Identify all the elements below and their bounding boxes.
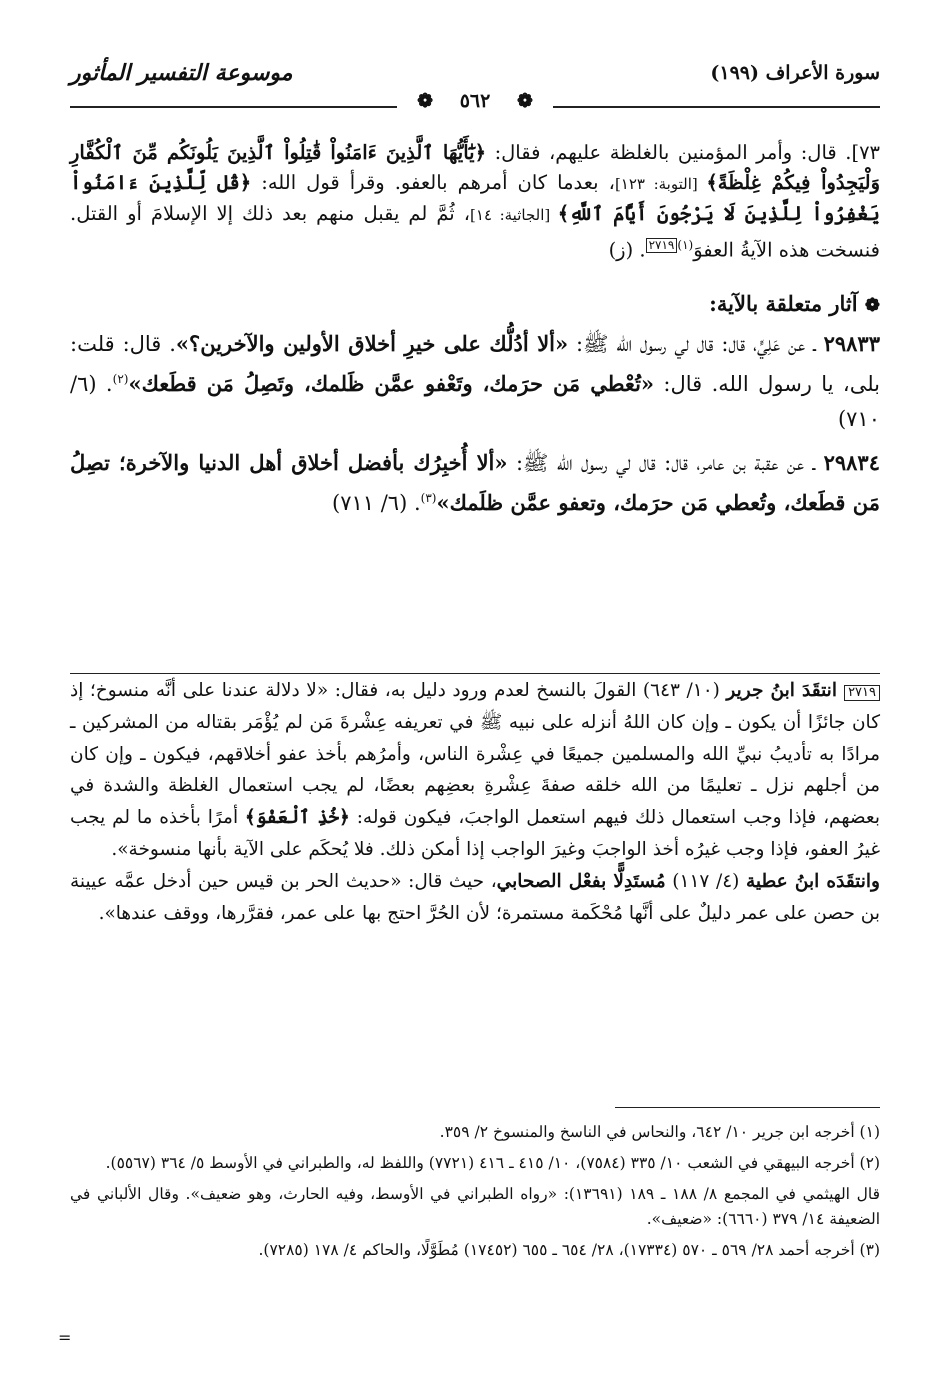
text: ، بعدما كان أمرهم بالعفو. وقرأ قول الله: xyxy=(251,170,615,194)
quran-verse: ﴿خُذِ ٱلْعَفْوَ﴾ xyxy=(244,807,350,829)
commentary-paragraph xyxy=(70,675,880,866)
text: ـ عن عقبة بن عامر، قال: قال لي رسول الله ﷺ: xyxy=(507,451,824,475)
footnote-ref[interactable]: (٢) xyxy=(112,372,129,386)
quran-verse: ﴿قُل لِّلَّذِينَ ءَامَنُواْ يَغْفِرُواْ لِلَّذِينَ لَا يَرْجُونَ أَيَّامَ ٱللَّهِ﴾ xyxy=(70,170,880,225)
footnote-2-grading: قال الهيثمي في المجمع ٨/ ١٨٨ ـ ١٨٩ (١٣٦٩١): «رواه الطبراني في الأوسط، وفيه الحارث، وهو ضعيف». وقال الألباني في الضعيفة ١٤/ ٣٧٩ (٦٦٦٠): «ضعيف». xyxy=(70,1185,881,1228)
surah-title: سورة الأعراف (١٩٩) xyxy=(710,62,880,84)
text: ـ عن عَلِيٍّ، قال: قال لي رسول الله ﷺ: xyxy=(568,332,824,356)
footnotes xyxy=(70,1120,880,1269)
quran-verse: ﴿يَٰٓأَيُّهَا ٱلَّذِينَ ءَامَنُواْ قَٰتِلُواْ ٱلَّذِينَ يَلُونَكُم مِّنَ ٱلْكُفَّارِ وَلْيَجِدُواْ فِيكُمْ غِلْظَةً﴾ xyxy=(70,141,880,194)
continued-number: ٧٣]. xyxy=(836,141,881,164)
commentary-section xyxy=(70,675,880,929)
text: قال: وأمر المؤمنين بالغلظة عليهم، فقال: xyxy=(486,141,837,164)
footnote-1: (١) أخرجه ابن جرير ١٠/ ٦٤٢، والنحاس في الناسخ والمنسوخ ٢/ ٣٥٩. xyxy=(439,1123,880,1141)
verse-reference: [الجاثية: ١٤] xyxy=(470,206,558,224)
hadith-entry xyxy=(70,326,880,437)
footnote-3: (٣) أخرجه أحمد ٢٨/ ٥٦٩ ـ ٥٧٠ (١٧٣٣٤)، ٢٨/ ٦٥٤ ـ ٦٥٥ (١٧٤٥٢) مُطَوَّلًا، والحاكم ٤/ ١٧٨ (٧٢٨٥). xyxy=(258,1241,880,1259)
text: . قال: قلت: بلى، يا رسول الله. قال: xyxy=(70,332,881,396)
volume-reference: . (٦/ ٧١٠) xyxy=(70,372,880,431)
book-title: موسوعة التفسير المأثور xyxy=(70,60,293,86)
hadith-number: ٢٩٨٣٣ xyxy=(823,331,880,356)
hadith-text: «ألا أدُلُّك على خيرِ أخلاق الأولين والآخرين؟» xyxy=(175,331,569,356)
hadith-number: ٢٩٨٣٤ xyxy=(823,450,880,475)
commentary-paragraph xyxy=(70,866,880,930)
footnote-2: (٢) أخرجه البيهقي في الشعب ١٠/ ٣٣٥ (٧٥٨٤)، ١٠/ ٤١٥ ـ ٤١٦ (٧٧٢١) واللفظ له، والطبراني في الأوسط ٥/ ٣٦٤ (٥٥٦٧). xyxy=(105,1154,880,1172)
page-number: ٥٦٢ xyxy=(450,90,501,112)
scholar-name: انتقَدَ ابنُ جرير xyxy=(726,680,845,701)
tafsir-paragraph xyxy=(70,138,880,265)
commentary-divider xyxy=(70,673,880,674)
hadith-entry xyxy=(70,445,880,521)
text: (٤/ ١١٧) xyxy=(665,870,746,892)
commentary-number-box: ٢٧١٩ xyxy=(844,685,880,701)
ornament-icon: ❁ xyxy=(407,90,443,112)
hadith-text: «تُعْطي مَن حرَمك، وتَعْفو عمَّن ظَلمك، وتَصِلُ مَن قطَعك» xyxy=(128,371,655,396)
scholar-name: وانتقَدَه ابنُ عطية xyxy=(745,870,880,892)
continuation-mark: = xyxy=(58,1328,72,1347)
section-heading xyxy=(70,289,880,321)
argument-phrase: مُستَدِلًّا بفعْل الصحابي xyxy=(496,870,666,892)
footnote-rule xyxy=(615,1107,880,1108)
volume-reference: . (٦/ ٧١١) xyxy=(331,491,421,515)
text: (١٠/ ٦٤٣) القولَ بالنسخ لعدم ورود دليل به، فقال: «لا دلالة عندنا على أنَّه منسوخ؛ إذ كان جائزًا أن يكون ـ وإن كان اللهُ أنزله على نبيه ﷺ في تعريفه عِشْرةَ مَن لم يُؤْمَر بقتاله من المشركين ـ مرادًا به تأديبُ نبيِّ الله والمسلمين جميعًا في عِشْرة الناس، وأمرُهم بأخذ عفو أخلاقهم، فيكون ـ وإن كان من أجلهم نزل ـ تعليمًا من الله خلقه صفةَ عِشْرةِ بعضِهم بعضًا، لم يجب استعمال الغلظة والشدة في بعضهم، فإذا وجب استعمال ذلك فيهم استعمل الواجبَ، فيكون قوله: xyxy=(70,680,881,829)
text: . (ز) xyxy=(608,238,646,261)
ornament-icon: ❁ xyxy=(507,90,543,112)
main-text xyxy=(70,138,880,529)
section-heading-text: آثار متعلقة بالآية: xyxy=(709,290,858,316)
commentary-ref-box[interactable]: ٢٧١٩ xyxy=(646,238,678,253)
text: ، حيث قال: «حديث الحر بن قيس حين أدخل عمَّه عيينة بن حصن على عمر دليلٌ على أنَّها مُحْكَمة مستمرة؛ لأن الحُرَّ احتج بها على عمر، فقرَّرها، ووقف عندها». xyxy=(70,870,880,924)
text: أمرًا بأخذه ما لم يجب غيرُ العفو، فإذا وجب غيرُه أخذ الواجبَ وغيرَ الواجب إذا أمكن ذلك. فلا يُحكَم على الآية بأنها منسوخة». xyxy=(70,807,880,860)
text: ، ثُمَّ لم يقبل منهم بعد ذلك إلا الإسلامَ أو القتل. فنسخت هذه الآيةُ العفوَ xyxy=(70,202,880,261)
flower-icon: ❁ xyxy=(864,294,880,316)
page-number-block xyxy=(70,90,880,112)
hadith-text: «ألا أُخبِرُك بأفضل أخلاق أهل الدنيا والآخرة؛ تصِلُ مَن قطَعك، وتُعطي مَن حرَمك، وتعفو عمَّن ظلَمك» xyxy=(70,450,880,515)
page xyxy=(58,60,881,1347)
footnote-ref[interactable]: (١) xyxy=(677,237,694,252)
footnote-ref[interactable]: (٣) xyxy=(420,491,437,505)
verse-reference: [التوبة: ١٢٣] xyxy=(614,174,707,193)
